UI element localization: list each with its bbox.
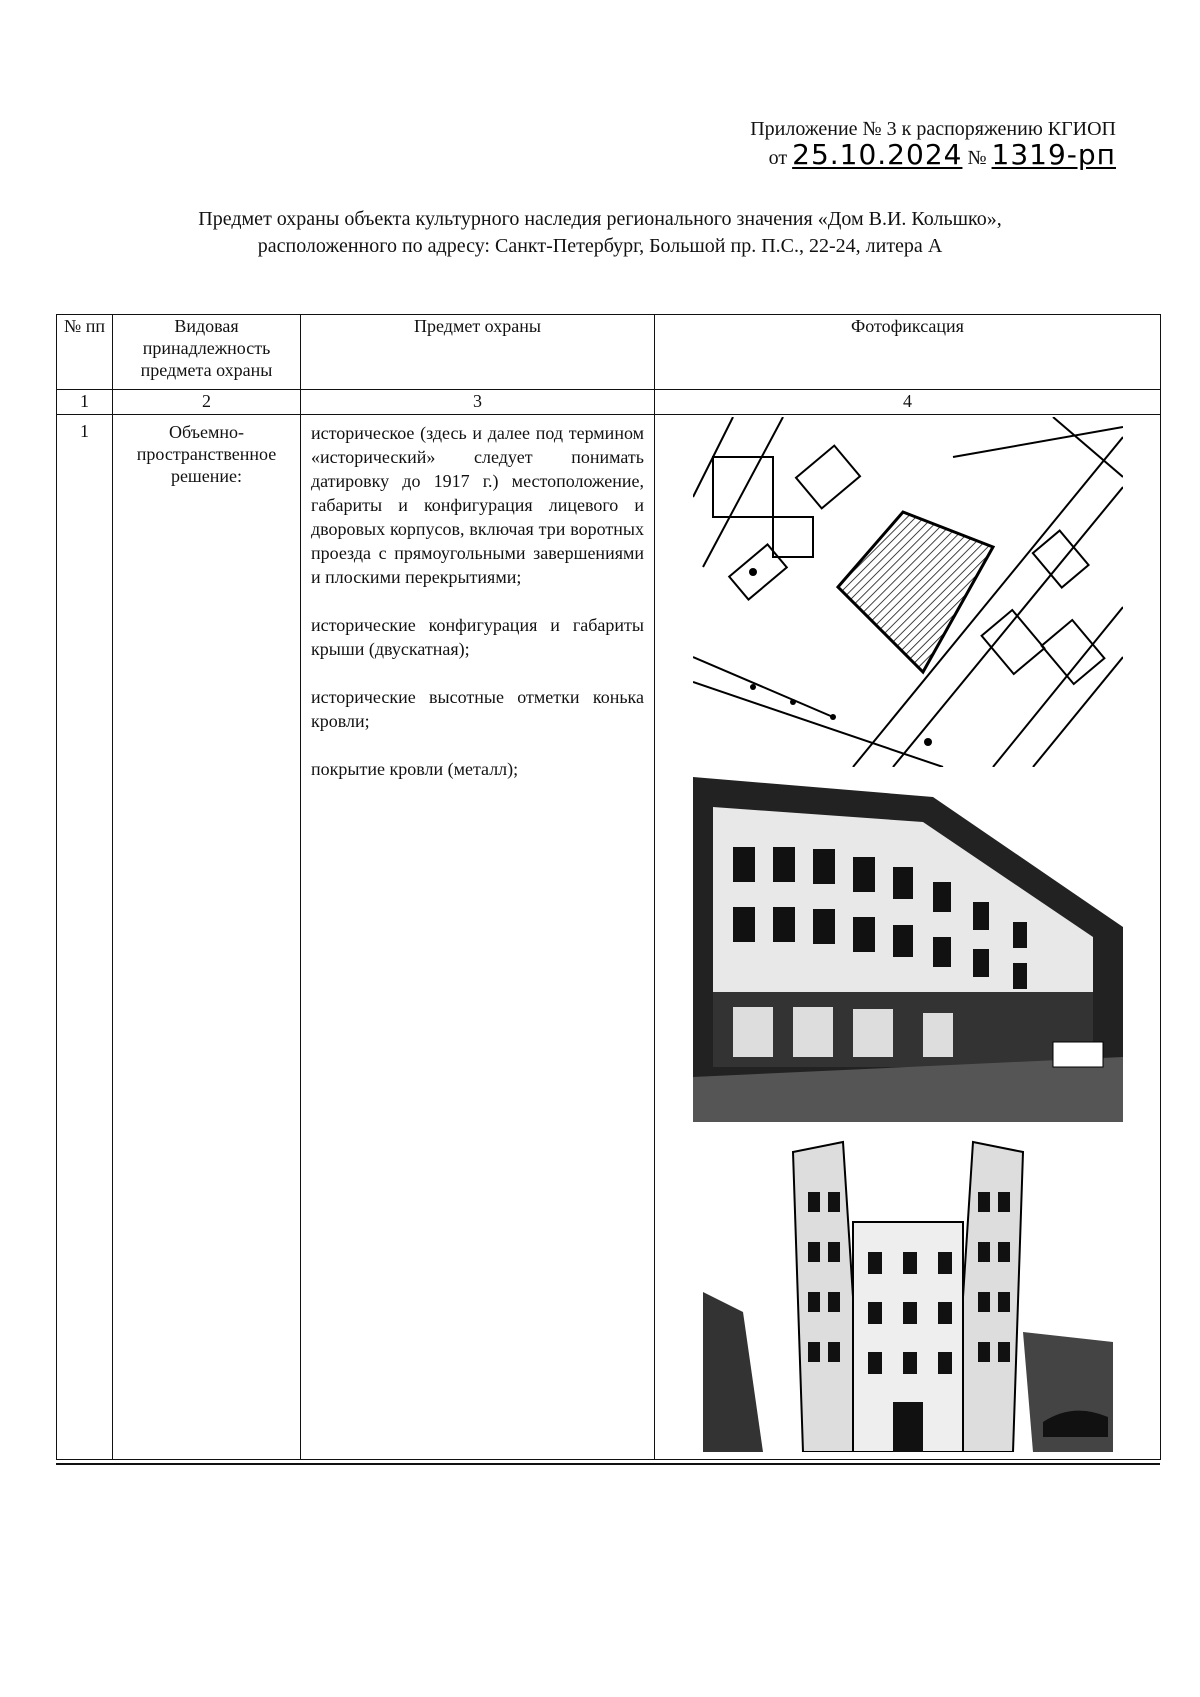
column-number-row [57,390,1161,415]
site-plan-map [693,417,1123,767]
date-prefix: от [768,147,788,169]
street-facade-photo [693,777,1123,1122]
column-number: 2 [113,390,301,415]
column-number: 1 [57,390,113,415]
handwritten-number: 1319-рп [991,138,1116,171]
date-number-line [600,138,1116,171]
subject-item: исторические конфигурация и габариты крыши (двускатная); [311,615,644,659]
appendix-line: Приложение № 3 к распоряжению КГИОП [750,118,1116,140]
column-number: 4 [655,390,1161,415]
header-subject: Предмет охраны [301,315,655,390]
protection-table [56,314,1161,1460]
header-photos: Фотофиксация [655,315,1161,390]
subject-item: исторические высотные отметки конька кровли; [311,687,644,731]
appendix-header [600,116,1116,171]
row-subject [301,415,655,1460]
table-header-row [57,315,1161,390]
column-number: 3 [301,390,655,415]
header-number: № пп [57,315,113,390]
title-line-1: Предмет охраны объекта культурного наследия регионального значения «Дом В.И. Кольшко», [198,208,1002,230]
row-photos [655,415,1161,1460]
row-category: Объемно-пространственное решение: [113,415,301,1460]
courtyard-photo [703,1132,1113,1452]
subject-item: покрытие кровли (металл); [311,759,519,779]
header-category: Видовая принадлежность предмета охраны [113,315,301,390]
document-title [60,206,1140,260]
row-number: 1 [57,415,113,1460]
table-bottom-rule [56,1463,1160,1465]
table-row [57,415,1161,1460]
subject-item: историческое (здесь и далее под термином «исторический» следует понимать датировку до 1917 г.) местоположение, габариты и конфигурация лицевого и дворовых корпусов, включая три воротных проезда с прямоугольными завершениями и плоскими перекрытиями; [311,423,644,587]
title-line-2: расположенного по адресу: Санкт-Петербург, Большой пр. П.С., 22-24, литера А [257,235,943,257]
handwritten-date: 25.10.2024 [792,138,963,171]
number-prefix: № [967,147,987,169]
